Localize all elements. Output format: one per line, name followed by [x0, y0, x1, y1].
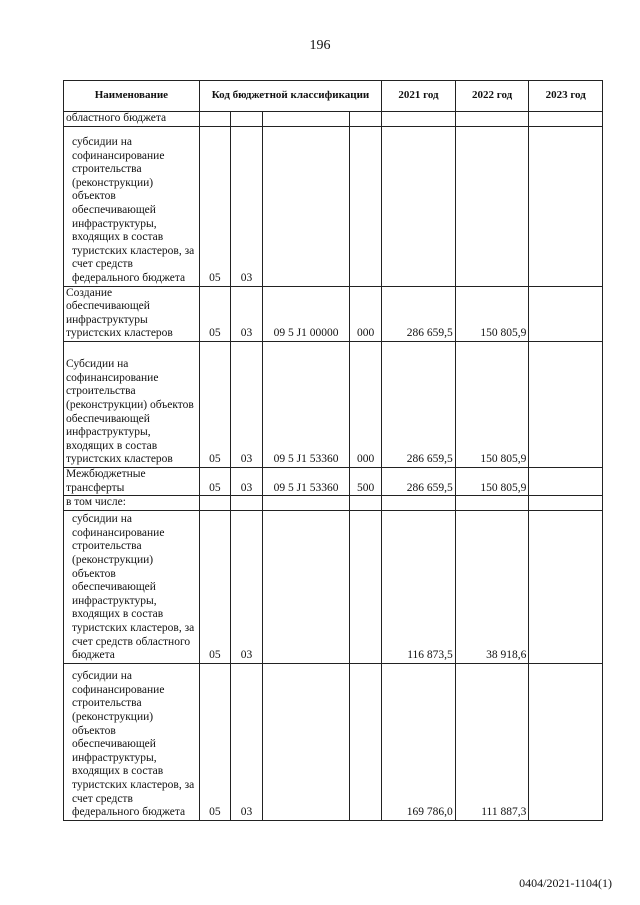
- row-target-article-code: [263, 663, 350, 820]
- table-body: [64, 112, 603, 821]
- header-code: Код бюджетной классификации: [199, 81, 381, 112]
- row-target-article-code: [263, 112, 350, 127]
- row-section-code: [199, 112, 230, 127]
- row-value-2023: [529, 112, 603, 127]
- row-value-2021: 286 659,5: [382, 341, 456, 467]
- row-expense-type-code: [350, 112, 382, 127]
- row-value-2021: 286 659,5: [382, 467, 456, 495]
- row-expense-type-code: 000: [350, 341, 382, 467]
- row-subsection-code: [230, 112, 262, 127]
- row-subsection-code: 03: [230, 510, 262, 663]
- table-row: [64, 663, 603, 820]
- row-section-code: 05: [199, 510, 230, 663]
- table-header-row: [64, 81, 603, 112]
- document-code: 0404/2021-1104(1): [519, 876, 612, 890]
- row-value-2021: 286 659,5: [382, 286, 456, 341]
- row-value-2022: [455, 496, 529, 511]
- row-name: Создание обеспечивающей инфраструктуры туристских кластеров: [64, 286, 200, 341]
- budget-table: [63, 80, 603, 821]
- row-subsection-code: 03: [230, 126, 262, 286]
- row-value-2023: [529, 496, 603, 511]
- row-value-2021: [382, 496, 456, 511]
- row-name: Межбюджетные трансферты: [64, 467, 200, 495]
- row-section-code: 05: [199, 467, 230, 495]
- row-value-2023: [529, 467, 603, 495]
- page-number: 196: [309, 38, 331, 53]
- row-subsection-code: 03: [230, 341, 262, 467]
- row-target-article-code: 09 5 J1 00000: [263, 286, 350, 341]
- row-section-code: 05: [199, 126, 230, 286]
- row-target-article-code: 09 5 J1 53360: [263, 467, 350, 495]
- row-name: Субсидии на софинансирование строительства (реконструкции) объектов обеспечивающей инфраструктуры, входящих в состав туристских кластеров: [64, 341, 200, 467]
- row-expense-type-code: [350, 126, 382, 286]
- header-2021: 2021 год: [382, 81, 456, 112]
- row-subsection-code: 03: [230, 663, 262, 820]
- row-subsection-code: 03: [230, 467, 262, 495]
- header-name: Наименование: [64, 81, 200, 112]
- row-expense-type-code: [350, 496, 382, 511]
- header-2022: 2022 год: [455, 81, 529, 112]
- row-value-2022: 38 918,6: [455, 510, 529, 663]
- row-value-2022: 150 805,9: [455, 467, 529, 495]
- row-expense-type-code: [350, 510, 382, 663]
- row-expense-type-code: 500: [350, 467, 382, 495]
- table-row: [64, 126, 603, 286]
- row-subsection-code: [230, 496, 262, 511]
- row-name: субсидии на софинансирование строительства (реконструкции) объектов обеспечивающей инфраструктуры, входящих в состав туристских кластеров, за счет средств федерального бюджета: [64, 663, 200, 820]
- row-value-2021: 116 873,5: [382, 510, 456, 663]
- table-row: [64, 496, 603, 511]
- row-value-2023: [529, 663, 603, 820]
- row-expense-type-code: 000: [350, 286, 382, 341]
- table-row: [64, 341, 603, 467]
- row-name: в том числе:: [64, 496, 200, 511]
- row-value-2022: [455, 112, 529, 127]
- table-row: [64, 112, 603, 127]
- row-value-2022: 150 805,9: [455, 341, 529, 467]
- row-value-2023: [529, 286, 603, 341]
- row-value-2023: [529, 510, 603, 663]
- row-value-2023: [529, 126, 603, 286]
- row-subsection-code: 03: [230, 286, 262, 341]
- row-target-article-code: [263, 496, 350, 511]
- row-value-2022: [455, 126, 529, 286]
- row-target-article-code: 09 5 J1 53360: [263, 341, 350, 467]
- table-row: [64, 467, 603, 495]
- row-name: областного бюджета: [64, 112, 200, 127]
- row-value-2021: [382, 126, 456, 286]
- row-name: субсидии на софинансирование строительства (реконструкции) объектов обеспечивающей инфраструктуры, входящих в состав туристских кластеров, за счет средств областного бюджета: [64, 510, 200, 663]
- row-target-article-code: [263, 510, 350, 663]
- header-2023: 2023 год: [529, 81, 603, 112]
- row-section-code: 05: [199, 286, 230, 341]
- row-target-article-code: [263, 126, 350, 286]
- row-value-2021: [382, 112, 456, 127]
- table-row: [64, 286, 603, 341]
- row-value-2022: 150 805,9: [455, 286, 529, 341]
- row-value-2022: 111 887,3: [455, 663, 529, 820]
- row-section-code: [199, 496, 230, 511]
- row-section-code: 05: [199, 663, 230, 820]
- row-expense-type-code: [350, 663, 382, 820]
- row-value-2021: 169 786,0: [382, 663, 456, 820]
- row-value-2023: [529, 341, 603, 467]
- row-section-code: 05: [199, 341, 230, 467]
- row-name: субсидии на софинансирование строительства (реконструкции) объектов обеспечивающей инфраструктуры, входящих в состав туристских кластеров, за счет средств федерального бюджета: [64, 126, 200, 286]
- table-row: [64, 510, 603, 663]
